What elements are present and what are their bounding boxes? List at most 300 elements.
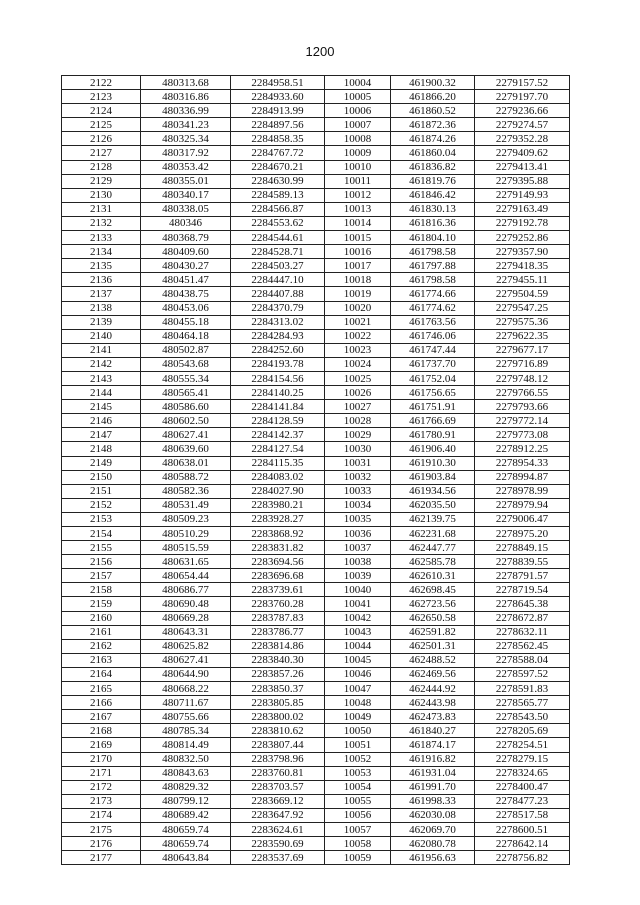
- point-number-cell: 2168: [62, 724, 141, 738]
- y-coordinate-cell: 2279192.78: [475, 216, 570, 230]
- y-coordinate-cell: 2279274.57: [475, 118, 570, 132]
- point-number-cell: 2135: [62, 259, 141, 273]
- point-number-cell: 10010: [325, 160, 391, 174]
- table-row: [62, 273, 570, 287]
- y-coordinate-cell: 2278791.57: [475, 569, 570, 583]
- y-coordinate-cell: 2284407.88: [231, 287, 325, 301]
- point-number-cell: 2157: [62, 569, 141, 583]
- y-coordinate-cell: 2279748.12: [475, 371, 570, 385]
- y-coordinate-cell: 2283810.62: [231, 724, 325, 738]
- table-row: [62, 851, 570, 865]
- point-number-cell: 2160: [62, 611, 141, 625]
- point-number-cell: 10056: [325, 808, 391, 822]
- x-coordinate-cell: 462080.78: [391, 837, 475, 851]
- x-coordinate-cell: 480336.99: [141, 104, 231, 118]
- x-coordinate-cell: 480690.48: [141, 597, 231, 611]
- point-number-cell: 2163: [62, 653, 141, 667]
- y-coordinate-cell: 2279455.11: [475, 273, 570, 287]
- x-coordinate-cell: 480638.01: [141, 456, 231, 470]
- y-coordinate-cell: 2278645.38: [475, 597, 570, 611]
- point-number-cell: 2124: [62, 104, 141, 118]
- y-coordinate-cell: 2279163.49: [475, 202, 570, 216]
- point-number-cell: 10014: [325, 216, 391, 230]
- y-coordinate-cell: 2278205.69: [475, 724, 570, 738]
- x-coordinate-cell: 480785.34: [141, 724, 231, 738]
- table-row: [62, 231, 570, 245]
- point-number-cell: 2169: [62, 738, 141, 752]
- y-coordinate-cell: 2278600.51: [475, 822, 570, 836]
- y-coordinate-cell: 2279772.14: [475, 414, 570, 428]
- point-number-cell: 2136: [62, 273, 141, 287]
- y-coordinate-cell: 2284140.25: [231, 386, 325, 400]
- y-coordinate-cell: 2283694.56: [231, 555, 325, 569]
- y-coordinate-cell: 2283831.82: [231, 541, 325, 555]
- y-coordinate-cell: 2278477.23: [475, 794, 570, 808]
- x-coordinate-cell: 461956.63: [391, 851, 475, 865]
- x-coordinate-cell: 480438.75: [141, 287, 231, 301]
- x-coordinate-cell: 461866.20: [391, 90, 475, 104]
- x-coordinate-cell: 461780.91: [391, 428, 475, 442]
- point-number-cell: 2177: [62, 851, 141, 865]
- y-coordinate-cell: 2279716.89: [475, 357, 570, 371]
- point-number-cell: 10006: [325, 104, 391, 118]
- y-coordinate-cell: 2278642.14: [475, 837, 570, 851]
- point-number-cell: 2149: [62, 456, 141, 470]
- x-coordinate-cell: 480355.01: [141, 174, 231, 188]
- point-number-cell: 10043: [325, 625, 391, 639]
- x-coordinate-cell: 480686.77: [141, 583, 231, 597]
- point-number-cell: 10013: [325, 202, 391, 216]
- point-number-cell: 10017: [325, 259, 391, 273]
- x-coordinate-cell: 462035.50: [391, 498, 475, 512]
- y-coordinate-cell: 2283807.44: [231, 738, 325, 752]
- y-coordinate-cell: 2278562.45: [475, 639, 570, 653]
- table-row: [62, 400, 570, 414]
- point-number-cell: 2142: [62, 357, 141, 371]
- y-coordinate-cell: 2284193.78: [231, 357, 325, 371]
- x-coordinate-cell: 461819.76: [391, 174, 475, 188]
- x-coordinate-cell: 480639.60: [141, 442, 231, 456]
- x-coordinate-cell: 480502.87: [141, 343, 231, 357]
- x-coordinate-cell: 480625.82: [141, 639, 231, 653]
- point-number-cell: 10024: [325, 357, 391, 371]
- y-coordinate-cell: 2283537.69: [231, 851, 325, 865]
- y-coordinate-cell: 2284447.10: [231, 273, 325, 287]
- x-coordinate-cell: 480453.06: [141, 301, 231, 315]
- point-number-cell: 2161: [62, 625, 141, 639]
- point-number-cell: 10045: [325, 653, 391, 667]
- point-number-cell: 2176: [62, 837, 141, 851]
- x-coordinate-cell: 480799.12: [141, 794, 231, 808]
- y-coordinate-cell: 2283840.30: [231, 653, 325, 667]
- x-coordinate-cell: 461900.32: [391, 76, 475, 90]
- y-coordinate-cell: 2278978.99: [475, 484, 570, 498]
- point-number-cell: 10012: [325, 188, 391, 202]
- y-coordinate-cell: 2279418.35: [475, 259, 570, 273]
- point-number-cell: 2170: [62, 752, 141, 766]
- point-number-cell: 2146: [62, 414, 141, 428]
- point-number-cell: 10032: [325, 470, 391, 484]
- y-coordinate-cell: 2278994.87: [475, 470, 570, 484]
- table-row: [62, 682, 570, 696]
- x-coordinate-cell: 480843.63: [141, 766, 231, 780]
- point-number-cell: 2148: [62, 442, 141, 456]
- x-coordinate-cell: 462030.08: [391, 808, 475, 822]
- y-coordinate-cell: 2284503.27: [231, 259, 325, 273]
- y-coordinate-cell: 2284933.60: [231, 90, 325, 104]
- point-number-cell: 10034: [325, 498, 391, 512]
- y-coordinate-cell: 2284589.13: [231, 188, 325, 202]
- y-coordinate-cell: 2284154.56: [231, 371, 325, 385]
- x-coordinate-cell: 480451.47: [141, 273, 231, 287]
- table-row: [62, 470, 570, 484]
- x-coordinate-cell: 461830.13: [391, 202, 475, 216]
- table-row: [62, 146, 570, 160]
- x-coordinate-cell: 480313.68: [141, 76, 231, 90]
- x-coordinate-cell: 462591.82: [391, 625, 475, 639]
- point-number-cell: 2122: [62, 76, 141, 90]
- y-coordinate-cell: 2279236.66: [475, 104, 570, 118]
- x-coordinate-cell: 480643.31: [141, 625, 231, 639]
- point-number-cell: 10053: [325, 766, 391, 780]
- point-number-cell: 2140: [62, 329, 141, 343]
- point-number-cell: 10051: [325, 738, 391, 752]
- point-number-cell: 2130: [62, 188, 141, 202]
- x-coordinate-cell: 461766.69: [391, 414, 475, 428]
- point-number-cell: 10009: [325, 146, 391, 160]
- y-coordinate-cell: 2278597.52: [475, 667, 570, 681]
- x-coordinate-cell: 480341.23: [141, 118, 231, 132]
- y-coordinate-cell: 2278400.47: [475, 780, 570, 794]
- point-number-cell: 10033: [325, 484, 391, 498]
- table-row: [62, 822, 570, 836]
- table-row: [62, 498, 570, 512]
- x-coordinate-cell: 480455.18: [141, 315, 231, 329]
- point-number-cell: 2171: [62, 766, 141, 780]
- point-number-cell: 2172: [62, 780, 141, 794]
- y-coordinate-cell: 2284370.79: [231, 301, 325, 315]
- table-row: [62, 216, 570, 230]
- x-coordinate-cell: 480643.84: [141, 851, 231, 865]
- y-coordinate-cell: 2283703.57: [231, 780, 325, 794]
- table-row: [62, 118, 570, 132]
- x-coordinate-cell: 461816.36: [391, 216, 475, 230]
- point-number-cell: 10046: [325, 667, 391, 681]
- y-coordinate-cell: 2279575.36: [475, 315, 570, 329]
- x-coordinate-cell: 480582.36: [141, 484, 231, 498]
- x-coordinate-cell: 461804.10: [391, 231, 475, 245]
- table-row: [62, 456, 570, 470]
- y-coordinate-cell: 2284128.59: [231, 414, 325, 428]
- x-coordinate-cell: 461763.56: [391, 315, 475, 329]
- point-number-cell: 2132: [62, 216, 141, 230]
- table-row: [62, 625, 570, 639]
- table-row: [62, 174, 570, 188]
- table-row: [62, 76, 570, 90]
- y-coordinate-cell: 2284630.99: [231, 174, 325, 188]
- point-number-cell: 10026: [325, 386, 391, 400]
- y-coordinate-cell: 2283800.02: [231, 710, 325, 724]
- y-coordinate-cell: 2284553.62: [231, 216, 325, 230]
- table-row: [62, 188, 570, 202]
- x-coordinate-cell: 461798.58: [391, 273, 475, 287]
- y-coordinate-cell: 2283696.68: [231, 569, 325, 583]
- x-coordinate-cell: 480711.67: [141, 696, 231, 710]
- x-coordinate-cell: 462447.77: [391, 541, 475, 555]
- x-coordinate-cell: 480531.49: [141, 498, 231, 512]
- x-coordinate-cell: 480325.34: [141, 132, 231, 146]
- x-coordinate-cell: 480353.42: [141, 160, 231, 174]
- y-coordinate-cell: 2284115.35: [231, 456, 325, 470]
- point-number-cell: 10004: [325, 76, 391, 90]
- x-coordinate-cell: 461756.65: [391, 386, 475, 400]
- y-coordinate-cell: 2284958.51: [231, 76, 325, 90]
- point-number-cell: 10048: [325, 696, 391, 710]
- point-number-cell: 2155: [62, 541, 141, 555]
- coordinate-table-body: [62, 76, 570, 865]
- y-coordinate-cell: 2278672.87: [475, 611, 570, 625]
- table-row: [62, 780, 570, 794]
- table-row: [62, 386, 570, 400]
- point-number-cell: 2174: [62, 808, 141, 822]
- x-coordinate-cell: 480832.50: [141, 752, 231, 766]
- point-number-cell: 2175: [62, 822, 141, 836]
- x-coordinate-cell: 480515.59: [141, 541, 231, 555]
- x-coordinate-cell: 480509.23: [141, 512, 231, 526]
- point-number-cell: 10042: [325, 611, 391, 625]
- x-coordinate-cell: 461774.66: [391, 287, 475, 301]
- x-coordinate-cell: 462501.31: [391, 639, 475, 653]
- y-coordinate-cell: 2278543.50: [475, 710, 570, 724]
- x-coordinate-cell: 461747.44: [391, 343, 475, 357]
- x-coordinate-cell: 480631.65: [141, 555, 231, 569]
- x-coordinate-cell: 480555.34: [141, 371, 231, 385]
- point-number-cell: 10041: [325, 597, 391, 611]
- y-coordinate-cell: 2278756.82: [475, 851, 570, 865]
- point-number-cell: 2150: [62, 470, 141, 484]
- point-number-cell: 10020: [325, 301, 391, 315]
- y-coordinate-cell: 2283928.27: [231, 512, 325, 526]
- x-coordinate-cell: 480669.28: [141, 611, 231, 625]
- table-row: [62, 357, 570, 371]
- x-coordinate-cell: 480543.68: [141, 357, 231, 371]
- point-number-cell: 10055: [325, 794, 391, 808]
- x-coordinate-cell: 461874.17: [391, 738, 475, 752]
- point-number-cell: 10058: [325, 837, 391, 851]
- y-coordinate-cell: 2283647.92: [231, 808, 325, 822]
- y-coordinate-cell: 2279149.93: [475, 188, 570, 202]
- x-coordinate-cell: 461998.33: [391, 794, 475, 808]
- y-coordinate-cell: 2278324.65: [475, 766, 570, 780]
- y-coordinate-cell: 2283805.85: [231, 696, 325, 710]
- y-coordinate-cell: 2283868.92: [231, 527, 325, 541]
- x-coordinate-cell: 480659.74: [141, 822, 231, 836]
- table-row: [62, 583, 570, 597]
- y-coordinate-cell: 2283786.77: [231, 625, 325, 639]
- y-coordinate-cell: 2279413.41: [475, 160, 570, 174]
- x-coordinate-cell: 462444.92: [391, 682, 475, 696]
- y-coordinate-cell: 2283798.96: [231, 752, 325, 766]
- point-number-cell: 2173: [62, 794, 141, 808]
- table-row: [62, 160, 570, 174]
- point-number-cell: 2144: [62, 386, 141, 400]
- x-coordinate-cell: 461991.70: [391, 780, 475, 794]
- x-coordinate-cell: 480316.86: [141, 90, 231, 104]
- y-coordinate-cell: 2284897.56: [231, 118, 325, 132]
- point-number-cell: 10050: [325, 724, 391, 738]
- point-number-cell: 2166: [62, 696, 141, 710]
- x-coordinate-cell: 461872.36: [391, 118, 475, 132]
- point-number-cell: 10031: [325, 456, 391, 470]
- x-coordinate-cell: 480565.41: [141, 386, 231, 400]
- y-coordinate-cell: 2284027.90: [231, 484, 325, 498]
- x-coordinate-cell: 480829.32: [141, 780, 231, 794]
- y-coordinate-cell: 2283669.12: [231, 794, 325, 808]
- y-coordinate-cell: 2284142.37: [231, 428, 325, 442]
- x-coordinate-cell: 461906.40: [391, 442, 475, 456]
- point-number-cell: 2153: [62, 512, 141, 526]
- x-coordinate-cell: 462723.56: [391, 597, 475, 611]
- y-coordinate-cell: 2278979.94: [475, 498, 570, 512]
- point-number-cell: 2134: [62, 245, 141, 259]
- x-coordinate-cell: 461797.88: [391, 259, 475, 273]
- x-coordinate-cell: 480654.44: [141, 569, 231, 583]
- point-number-cell: 10057: [325, 822, 391, 836]
- point-number-cell: 2167: [62, 710, 141, 724]
- point-number-cell: 2159: [62, 597, 141, 611]
- table-row: [62, 512, 570, 526]
- table-row: [62, 738, 570, 752]
- point-number-cell: 10007: [325, 118, 391, 132]
- y-coordinate-cell: 2278954.33: [475, 456, 570, 470]
- x-coordinate-cell: 461836.82: [391, 160, 475, 174]
- y-coordinate-cell: 2279547.25: [475, 301, 570, 315]
- point-number-cell: 10015: [325, 231, 391, 245]
- y-coordinate-cell: 2278254.51: [475, 738, 570, 752]
- table-row: [62, 794, 570, 808]
- y-coordinate-cell: 2283814.86: [231, 639, 325, 653]
- table-row: [62, 132, 570, 146]
- y-coordinate-cell: 2284913.99: [231, 104, 325, 118]
- x-coordinate-cell: 480409.60: [141, 245, 231, 259]
- x-coordinate-cell: 480644.90: [141, 667, 231, 681]
- y-coordinate-cell: 2284767.72: [231, 146, 325, 160]
- page-number: 1200: [305, 44, 335, 59]
- point-number-cell: 10037: [325, 541, 391, 555]
- x-coordinate-cell: 461916.82: [391, 752, 475, 766]
- x-coordinate-cell: 480464.18: [141, 329, 231, 343]
- x-coordinate-cell: 480659.74: [141, 837, 231, 851]
- x-coordinate-cell: 480430.27: [141, 259, 231, 273]
- table-row: [62, 710, 570, 724]
- x-coordinate-cell: 461774.62: [391, 301, 475, 315]
- y-coordinate-cell: 2283739.61: [231, 583, 325, 597]
- point-number-cell: 10025: [325, 371, 391, 385]
- x-coordinate-cell: 480340.17: [141, 188, 231, 202]
- point-number-cell: 2154: [62, 527, 141, 541]
- x-coordinate-cell: 461934.56: [391, 484, 475, 498]
- x-coordinate-cell: 461903.84: [391, 470, 475, 484]
- table-row: [62, 301, 570, 315]
- point-number-cell: 2147: [62, 428, 141, 442]
- point-number-cell: 10005: [325, 90, 391, 104]
- x-coordinate-cell: 480317.92: [141, 146, 231, 160]
- table-row: [62, 414, 570, 428]
- y-coordinate-cell: 2284544.61: [231, 231, 325, 245]
- y-coordinate-cell: 2278632.11: [475, 625, 570, 639]
- y-coordinate-cell: 2279409.62: [475, 146, 570, 160]
- y-coordinate-cell: 2278591.83: [475, 682, 570, 696]
- table-row: [62, 808, 570, 822]
- point-number-cell: 10028: [325, 414, 391, 428]
- x-coordinate-cell: 462469.56: [391, 667, 475, 681]
- point-number-cell: 10036: [325, 527, 391, 541]
- y-coordinate-cell: 2284670.21: [231, 160, 325, 174]
- point-number-cell: 2123: [62, 90, 141, 104]
- y-coordinate-cell: 2278719.54: [475, 583, 570, 597]
- table-row: [62, 329, 570, 343]
- point-number-cell: 10044: [325, 639, 391, 653]
- table-row: [62, 569, 570, 583]
- point-number-cell: 2137: [62, 287, 141, 301]
- y-coordinate-cell: 2283624.61: [231, 822, 325, 836]
- table-row: [62, 653, 570, 667]
- table-row: [62, 343, 570, 357]
- point-number-cell: 10016: [325, 245, 391, 259]
- y-coordinate-cell: 2279766.55: [475, 386, 570, 400]
- table-row: [62, 766, 570, 780]
- y-coordinate-cell: 2278279.15: [475, 752, 570, 766]
- x-coordinate-cell: 462698.45: [391, 583, 475, 597]
- table-row: [62, 611, 570, 625]
- point-number-cell: 10052: [325, 752, 391, 766]
- point-number-cell: 10049: [325, 710, 391, 724]
- table-row: [62, 442, 570, 456]
- x-coordinate-cell: 462610.31: [391, 569, 475, 583]
- y-coordinate-cell: 2278912.25: [475, 442, 570, 456]
- table-row: [62, 696, 570, 710]
- x-coordinate-cell: 462139.75: [391, 512, 475, 526]
- x-coordinate-cell: 462231.68: [391, 527, 475, 541]
- table-row: [62, 527, 570, 541]
- x-coordinate-cell: 461874.26: [391, 132, 475, 146]
- point-number-cell: 10047: [325, 682, 391, 696]
- x-coordinate-cell: 461752.04: [391, 371, 475, 385]
- point-number-cell: 2158: [62, 583, 141, 597]
- table-row: [62, 245, 570, 259]
- point-number-cell: 2138: [62, 301, 141, 315]
- x-coordinate-cell: 480755.66: [141, 710, 231, 724]
- table-row: [62, 555, 570, 569]
- y-coordinate-cell: 2278839.55: [475, 555, 570, 569]
- point-number-cell: 2129: [62, 174, 141, 188]
- x-coordinate-cell: 480368.79: [141, 231, 231, 245]
- point-number-cell: 10021: [325, 315, 391, 329]
- y-coordinate-cell: 2284141.84: [231, 400, 325, 414]
- y-coordinate-cell: 2283760.81: [231, 766, 325, 780]
- y-coordinate-cell: 2279622.35: [475, 329, 570, 343]
- point-number-cell: 10022: [325, 329, 391, 343]
- table-row: [62, 541, 570, 555]
- y-coordinate-cell: 2284566.87: [231, 202, 325, 216]
- table-row: [62, 259, 570, 273]
- y-coordinate-cell: 2279357.90: [475, 245, 570, 259]
- point-number-cell: 2162: [62, 639, 141, 653]
- y-coordinate-cell: 2278517.58: [475, 808, 570, 822]
- table-row: [62, 428, 570, 442]
- table-row: [62, 104, 570, 118]
- point-number-cell: 10039: [325, 569, 391, 583]
